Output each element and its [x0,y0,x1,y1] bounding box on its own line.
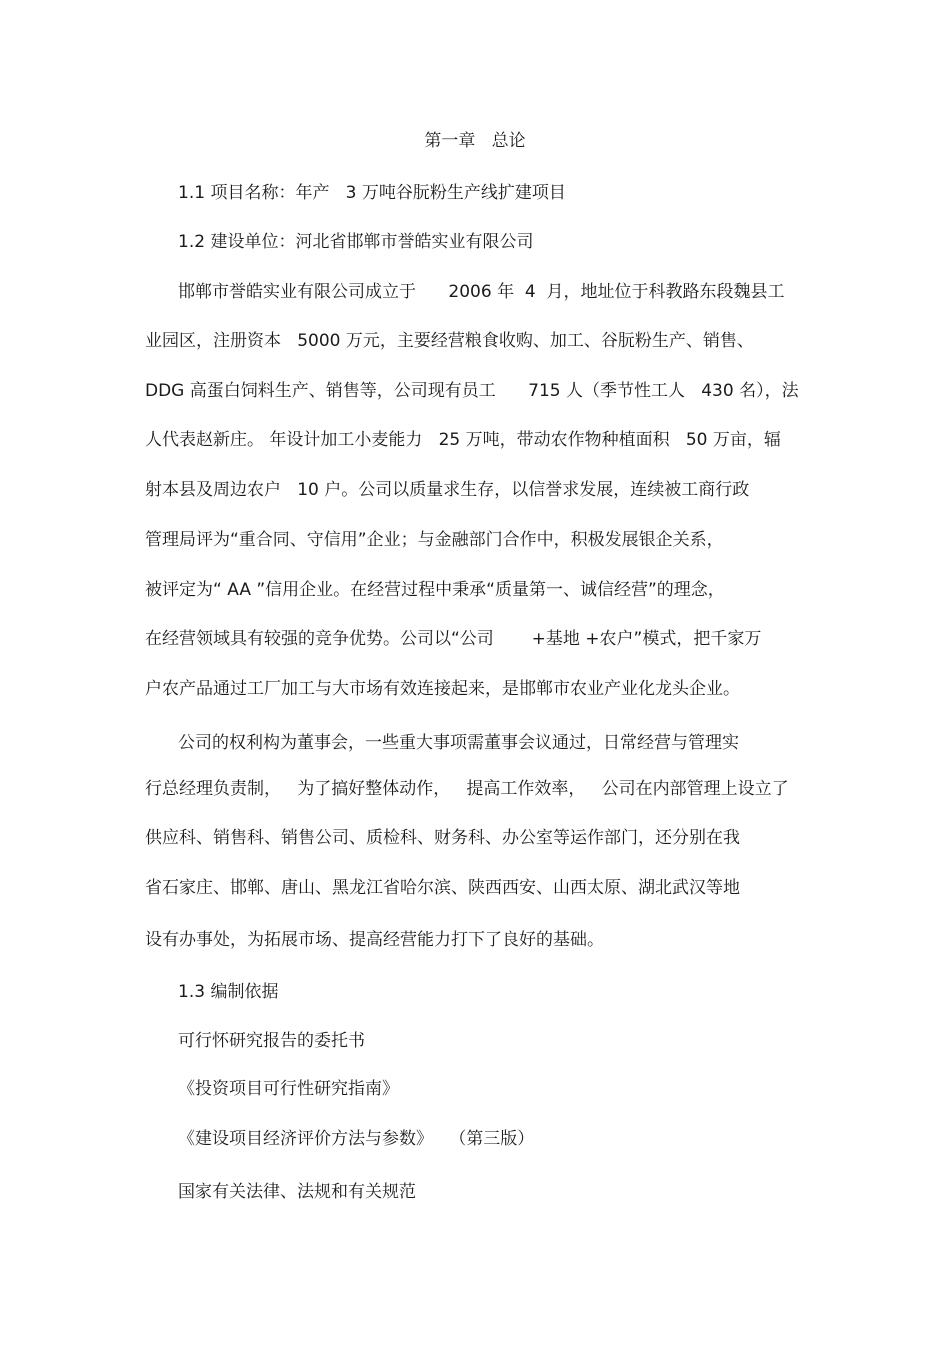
basis-item: 可行怀研究报告的委托书 [178,1031,365,1051]
text-line: 行总经理负责制， 为了搞好整体动作， 提高工作效率， 公司在内部管理上设立了 [145,779,789,799]
text-line: 在经营领域具有较强的竞争优势。公司以“公司 +基地 +农户”模式，把千家万 [145,629,762,649]
text-line: 管理局评为“重合同、守信用”企业；与金融部门合作中，积极发展银企关系， [145,530,724,550]
section-1-1: 1.1 项目名称：年产 3 万吨谷朊粉生产线扩建项目 [178,183,566,203]
text-line: 供应科、销售科、销售公司、质检科、财务科、办公室等运作部门，还分别在我 [145,828,740,848]
text-line: 公司的权利构为董事会，一些重大事项需董事会议通过，日常经营与管理实 [178,733,739,753]
text-line: 设有办事处，为拓展市场、提高经营能力打下了良好的基础。 [145,930,604,950]
text-line: 业园区，注册资本 5000 万元，主要经营粮食收购、加工、谷朊粉生产、销售、 [145,331,754,351]
section-1-3: 1.3 编制依据 [178,982,279,1002]
chapter-title: 第一章 总论 [424,131,526,151]
basis-item: 《投资项目可行性研究指南》 [178,1079,399,1099]
text-line: DDG 高蛋白饲料生产、销售等，公司现有员工 715 人（季节性工人 430 名），法 [145,381,799,401]
text-line: 射本县及周边农户 10 户。公司以质量求生存，以信誉求发展，连续被工商行政 [145,480,750,500]
text-line: 被评定为“ AA ”信用企业。在经营过程中秉承“质量第一、诚信经营”的理念， [145,580,725,600]
basis-item: 《建设项目经济评价方法与参数》 （第三版） [178,1129,535,1149]
text-line: 邯郸市誉皓实业有限公司成立于 2006 年 4 月，地址位于科教路东段魏县工 [178,282,785,302]
section-1-2: 1.2 建设单位：河北省邯郸市誉皓实业有限公司 [178,232,534,252]
basis-item: 国家有关法律、法规和有关规范 [178,1182,416,1202]
text-line: 户农产品通过工厂加工与大市场有效连接起来，是邯郸市农业产业化龙头企业。 [145,679,740,699]
text-line: 人代表赵新庄。 年设计加工小麦能力 25 万吨，带动农作物种植面积 50 万亩，辐 [145,430,781,450]
text-line: 省石家庄、邯郸、唐山、黑龙江省哈尔滨、陕西西安、山西太原、湖北武汉等地 [145,878,740,898]
